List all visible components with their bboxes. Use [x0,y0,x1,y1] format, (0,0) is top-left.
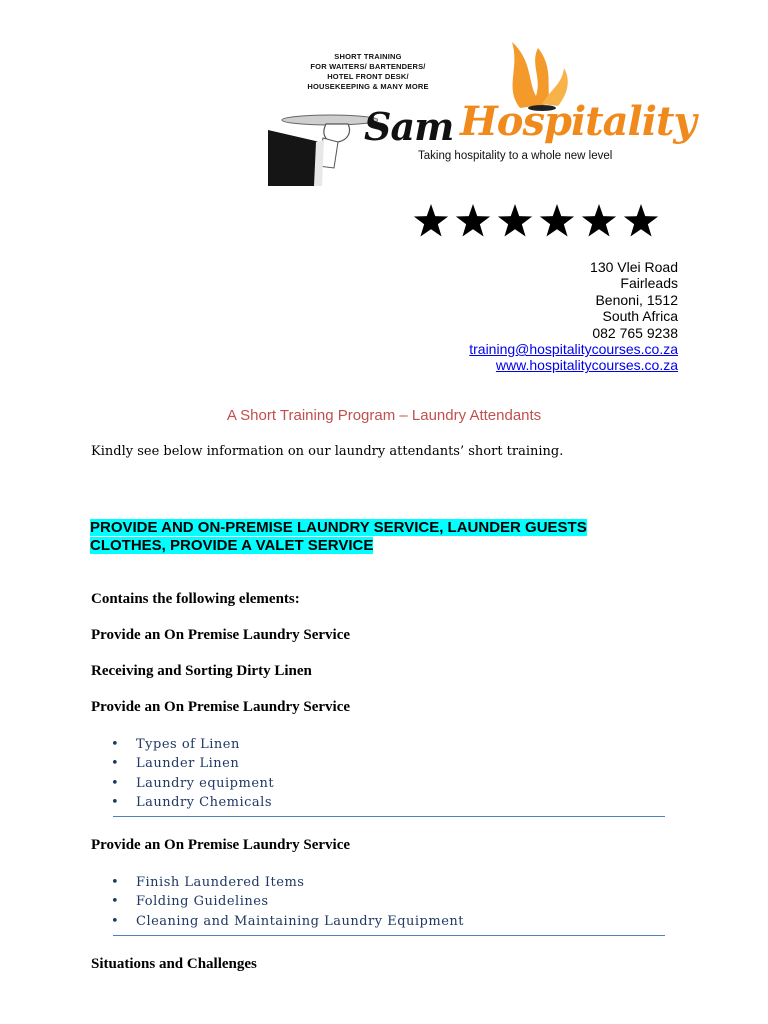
highlighted-heading-line-2: CLOTHES, PROVIDE A VALET SERVICE [90,537,374,554]
brand-slogan: Taking hospitality to a whole new level [418,150,613,162]
star-icon [498,204,532,237]
section-heading: Provide an On Premise Laundry Service [91,627,351,643]
bullet-list-2 [91,873,464,931]
star-icon [582,204,616,237]
section-heading: Provide an On Premise Laundry Service [91,837,351,853]
divider-line [113,935,665,936]
star-icon [624,204,658,237]
section-heading: Receiving and Sorting Dirty Linen [91,663,312,679]
list-item: • Types of Linen [91,735,274,754]
section-heading: Situations and Challenges [91,956,257,972]
intro-paragraph: Kindly see below information on our laundry attendants’ short training. [91,444,564,459]
tagline-line-3: HOTEL FRONT DESK/ [327,72,409,81]
document-title: A Short Training Program – Laundry Attendants [226,407,542,424]
star-icon [540,204,574,237]
address-block [469,259,678,374]
address-street: 130 Vlei Road [590,259,678,275]
star-icon [414,204,448,237]
star-rating [412,200,662,244]
list-item: • Finish Laundered Items [91,873,464,892]
tagline-line-4: HOUSEKEEPING & MANY MORE [307,82,429,91]
waiter-hand-icon [268,86,378,186]
list-item: • Launder Linen [91,754,274,773]
email-link[interactable]: training@hospitalitycourses.co.za [469,341,678,358]
star-icon [456,204,490,237]
website-link[interactable]: www.hospitalitycourses.co.za [495,357,678,374]
highlighted-heading-line-1: PROVIDE AND ON-PREMISE LAUNDRY SERVICE, LAUNDER GUESTS [90,519,587,536]
elements-heading: Contains the following elements: [91,591,300,607]
address-city: Benoni, 1512 [595,291,678,308]
list-item: • Laundry Chemicals [91,793,274,812]
company-logo [268,38,696,188]
list-item: • Folding Guidelines [91,892,464,911]
highlighted-heading [90,519,610,555]
address-suburb: Fairleads [620,275,678,292]
section-heading: Provide an On Premise Laundry Service [91,699,351,715]
list-item: • Laundry equipment [91,774,274,793]
divider-line [113,816,665,817]
tagline-line-1: SHORT TRAINING [334,52,402,61]
bullet-list-1 [91,735,274,812]
brand-name-first: Sam [364,104,454,149]
list-item: • Cleaning and Maintaining Laundry Equipment [91,912,464,931]
tagline-line-2: FOR WAITERS/ BARTENDERS/ [310,62,426,71]
brand-name-second: Hospitality [460,98,696,145]
address-country: South Africa [602,308,678,325]
address-phone: 082 765 9238 [592,324,678,341]
